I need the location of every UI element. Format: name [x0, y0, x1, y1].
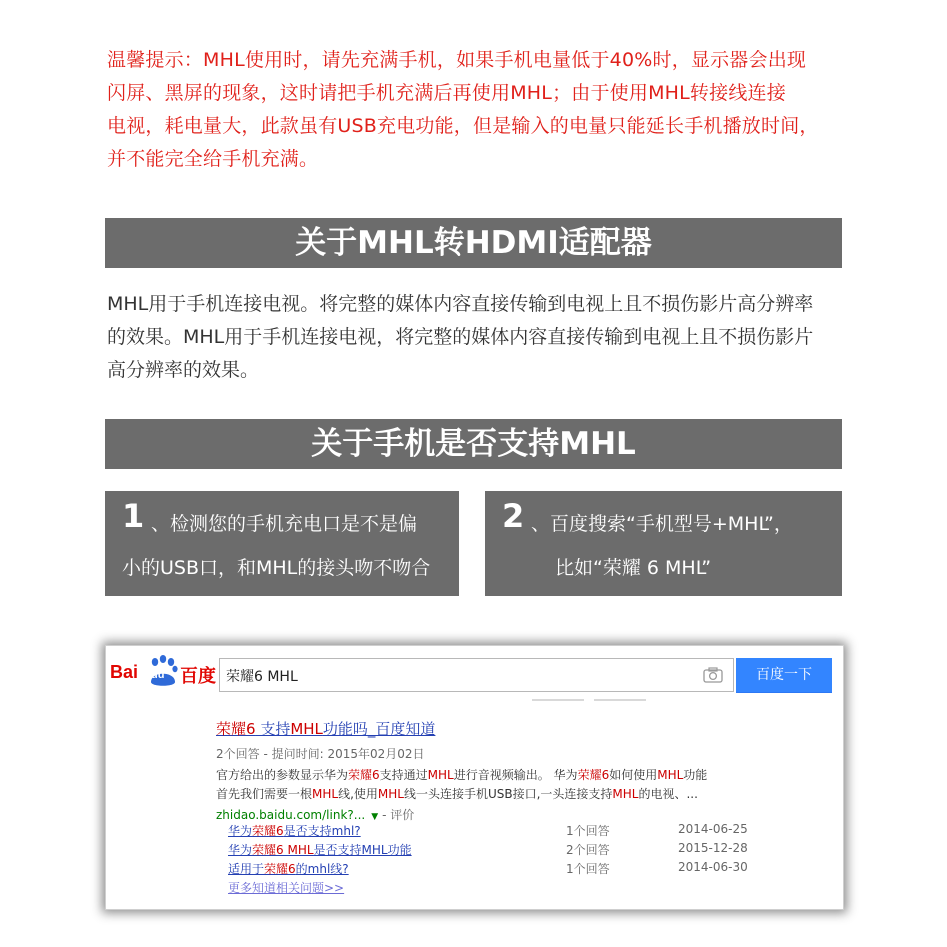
warning-line: 并不能完全给手机充满。 [107, 148, 319, 170]
warning-notice [107, 44, 847, 176]
step-number: 2 [502, 497, 525, 535]
answer-count: 2个回答 [566, 843, 610, 857]
step-text: 、百度搜索“手机型号+MHL”， [531, 513, 793, 535]
section-title-phone-support: 关于手机是否支持MHL [105, 419, 842, 469]
sub-result-row [228, 860, 748, 877]
logo-text: 百度 [180, 666, 216, 687]
camera-icon[interactable] [703, 667, 723, 683]
sub-result-link[interactable]: 华为荣耀6 MHL是否支持MHL功能 [228, 843, 412, 857]
result-url[interactable]: zhidao.baidu.com/link?... ▼ - 评价 [216, 808, 415, 822]
warning-line: 温馨提示：MHL使用时，请先充满手机，如果手机电量低于40%时，显示器会出现 [107, 49, 807, 71]
answer-count: 1个回答 [566, 824, 610, 838]
divider [594, 699, 646, 701]
sub-result-link[interactable]: 适用于荣耀6的mhl线? [228, 862, 349, 876]
step-text: 、检测您的手机充电口是不是偏 [151, 513, 418, 535]
sub-result-row [228, 841, 748, 858]
answer-date: 2014-06-25 [678, 822, 748, 836]
warning-line: 电视，耗电量大，此款虽有USB充电功能，但是输入的电量只能延长手机播放时间， [107, 115, 819, 137]
baidu-logo[interactable] [110, 652, 220, 688]
sub-result-link[interactable]: 华为荣耀6是否支持mhl? [228, 824, 361, 838]
search-button[interactable]: 百度一下 [736, 658, 832, 693]
description-line: MHL用于手机连接电视。将完整的媒体内容直接传输到电视上且不损伤影片高分辨率 [107, 293, 814, 315]
description-line: 的效果。MHL用于手机连接电视，将完整的媒体内容直接传输到电视上且不损伤影片 [107, 326, 814, 348]
more-questions-link[interactable]: 更多知道相关问题>> [228, 881, 345, 895]
step-number: 1 [122, 497, 145, 535]
step-text: 小的USB口，和MHL的接头吻不吻合 [122, 557, 431, 579]
warning-line: 闪屏、黑屏的现象，这时请把手机充满后再使用MHL；由于使用MHL转接线连接 [107, 82, 786, 104]
divider [532, 699, 584, 701]
dropdown-arrow-icon[interactable]: ▼ [371, 812, 379, 822]
evaluate-link[interactable]: - 评价 [382, 808, 415, 822]
result-abstract: 官方给出的参数显示华为荣耀6支持通过MHL进行音视频输出。 华为荣耀6如何使用MHL功能 首先我们需要一根MHL线,使用MHL线一头连接手机USB接口,一头连接支持MHL的电视、... [216, 768, 708, 801]
section-title-adapter: 关于MHL转HDMI适配器 [105, 218, 842, 268]
answer-date: 2014-06-30 [678, 860, 748, 874]
result-meta: 2个回答 - 提问时间: 2015年02月02日 [216, 747, 425, 761]
step-2-box [485, 491, 842, 596]
logo-text: du [151, 669, 165, 681]
description-line: 高分辨率的效果。 [107, 359, 260, 381]
search-result [216, 718, 776, 823]
logo-text: Bai [110, 662, 139, 682]
result-title-link[interactable]: 荣耀6 支持MHL功能吗_百度知道 [216, 720, 436, 738]
answer-date: 2015-12-28 [678, 841, 748, 855]
sub-result-row [228, 822, 748, 839]
search-query: 荣耀6 MHL [226, 669, 298, 685]
step-1-box [105, 491, 459, 596]
step-text: 比如“荣耀 6 MHL” [555, 557, 712, 579]
search-input[interactable] [219, 658, 734, 692]
baidu-search-screenshot [105, 645, 844, 910]
adapter-description [107, 288, 847, 387]
answer-count: 1个回答 [566, 862, 610, 876]
